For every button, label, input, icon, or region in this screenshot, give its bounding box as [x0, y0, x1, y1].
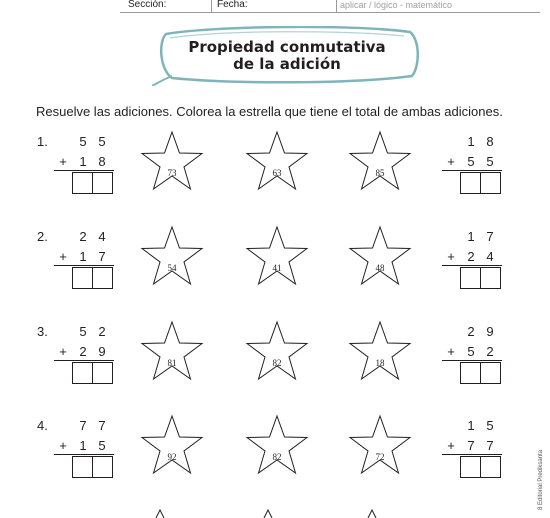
seccion-label: Sección: — [128, 0, 167, 10]
plus-sign: + — [59, 438, 67, 453]
digit: 1 — [79, 154, 87, 169]
digit: 1 — [79, 249, 87, 264]
star-value: 92 — [167, 452, 177, 462]
plus-sign: + — [447, 249, 455, 264]
star-shape[interactable] — [348, 130, 412, 194]
answer-boxes — [72, 172, 113, 194]
plus-sign: + — [447, 344, 455, 359]
digit: 5 — [486, 418, 494, 433]
answer-box[interactable] — [461, 457, 481, 477]
sum-rule — [442, 170, 502, 171]
title-line-1: Propiedad conmutativa — [188, 38, 386, 56]
instruction-text: Resuelve las adiciones. Colorea la estrella que tiene el total de ambas adiciones. — [36, 104, 503, 119]
digit: 7 — [79, 418, 87, 433]
answer-box[interactable] — [461, 363, 481, 383]
star-shape[interactable] — [245, 320, 309, 384]
digit: 5 — [98, 438, 106, 453]
star-shape[interactable] — [348, 225, 412, 289]
digit: 8 — [486, 134, 494, 149]
star-value: 72 — [375, 452, 385, 462]
digit: 4 — [486, 249, 494, 264]
answer-box[interactable] — [481, 173, 500, 193]
digit: 1 — [467, 418, 475, 433]
answer-box[interactable] — [93, 363, 112, 383]
answer-boxes — [460, 172, 501, 194]
star-shape[interactable] — [245, 130, 309, 194]
star-value: 41 — [272, 263, 282, 273]
digit: 4 — [98, 229, 106, 244]
digit: 8 — [98, 154, 106, 169]
exercise-number: 2. — [37, 229, 48, 244]
digit: 7 — [486, 229, 494, 244]
header-divider — [211, 0, 212, 13]
star-shape[interactable] — [140, 130, 204, 194]
exercise-row — [0, 225, 550, 315]
star-value: 85 — [375, 168, 385, 178]
digit: 2 — [486, 344, 494, 359]
star-value: 81 — [167, 358, 177, 368]
answer-box[interactable] — [73, 363, 93, 383]
exercise-number: 3. — [37, 324, 48, 339]
digit: 9 — [98, 344, 106, 359]
digit: 1 — [79, 438, 87, 453]
digit: 7 — [467, 438, 475, 453]
sum-rule — [442, 360, 502, 361]
answer-box[interactable] — [73, 268, 93, 288]
star-value: 18 — [375, 358, 385, 368]
answer-box[interactable] — [93, 173, 112, 193]
star-shape[interactable] — [140, 225, 204, 289]
exercise-number: 4. — [37, 418, 48, 433]
fecha-label: Fecha: — [217, 0, 248, 10]
digit: 5 — [79, 134, 87, 149]
header-divider — [336, 0, 337, 13]
sum-rule — [54, 170, 114, 171]
digit: 2 — [467, 324, 475, 339]
answer-boxes — [460, 362, 501, 384]
star-value: 73 — [167, 168, 177, 178]
title-banner — [152, 26, 422, 86]
digit: 7 — [98, 249, 106, 264]
sum-rule — [54, 454, 114, 455]
digit: 5 — [98, 134, 106, 149]
digit: 5 — [467, 344, 475, 359]
answer-box[interactable] — [461, 268, 481, 288]
star-shape[interactable] — [348, 320, 412, 384]
digit: 7 — [98, 418, 106, 433]
star-value: 54 — [167, 263, 177, 273]
digit: 2 — [79, 229, 87, 244]
star-tip-peek — [154, 508, 166, 518]
digit: 2 — [79, 344, 87, 359]
answer-box[interactable] — [93, 268, 112, 288]
sum-rule — [442, 265, 502, 266]
answer-box[interactable] — [93, 457, 112, 477]
publisher-note: 8 Editorial Prediksanta — [538, 449, 544, 510]
digit: 2 — [98, 324, 106, 339]
answer-boxes — [72, 362, 113, 384]
answer-box[interactable] — [481, 363, 500, 383]
digit: 5 — [467, 154, 475, 169]
page-title — [152, 39, 422, 73]
star-shape[interactable] — [140, 320, 204, 384]
answer-boxes — [460, 267, 501, 289]
star-tip-peek — [262, 508, 274, 518]
answer-box[interactable] — [73, 457, 93, 477]
answer-box[interactable] — [461, 173, 481, 193]
sum-rule — [442, 454, 502, 455]
answer-boxes — [460, 456, 501, 478]
skill-note: aplicar / lógico - matemático — [340, 0, 453, 10]
star-shape[interactable] — [245, 225, 309, 289]
title-line-2: de la adición — [233, 55, 341, 73]
header-rule — [120, 12, 540, 13]
digit: 5 — [486, 154, 494, 169]
plus-sign: + — [447, 438, 455, 453]
digit: 5 — [79, 324, 87, 339]
answer-box[interactable] — [481, 268, 500, 288]
exercise-number: 1. — [37, 134, 48, 149]
star-tip-peek — [366, 508, 378, 518]
sum-rule — [54, 265, 114, 266]
digit: 1 — [467, 134, 475, 149]
star-value: 63 — [272, 168, 282, 178]
digit: 2 — [467, 249, 475, 264]
plus-sign: + — [447, 154, 455, 169]
digit: 9 — [486, 324, 494, 339]
digit: 1 — [467, 229, 475, 244]
plus-sign: + — [59, 249, 67, 264]
star-shape[interactable] — [245, 414, 309, 478]
exercise-row — [0, 320, 550, 410]
star-value: 48 — [375, 263, 385, 273]
answer-boxes — [72, 267, 113, 289]
star-value: 82 — [272, 358, 282, 368]
star-shape[interactable] — [140, 414, 204, 478]
answer-box[interactable] — [73, 173, 93, 193]
star-shape[interactable] — [348, 414, 412, 478]
answer-boxes — [72, 456, 113, 478]
sum-rule — [54, 360, 114, 361]
star-value: 82 — [272, 452, 282, 462]
answer-box[interactable] — [481, 457, 500, 477]
digit: 7 — [486, 438, 494, 453]
exercise-row — [0, 130, 550, 220]
exercise-row — [0, 414, 550, 504]
plus-sign: + — [59, 154, 67, 169]
plus-sign: + — [59, 344, 67, 359]
